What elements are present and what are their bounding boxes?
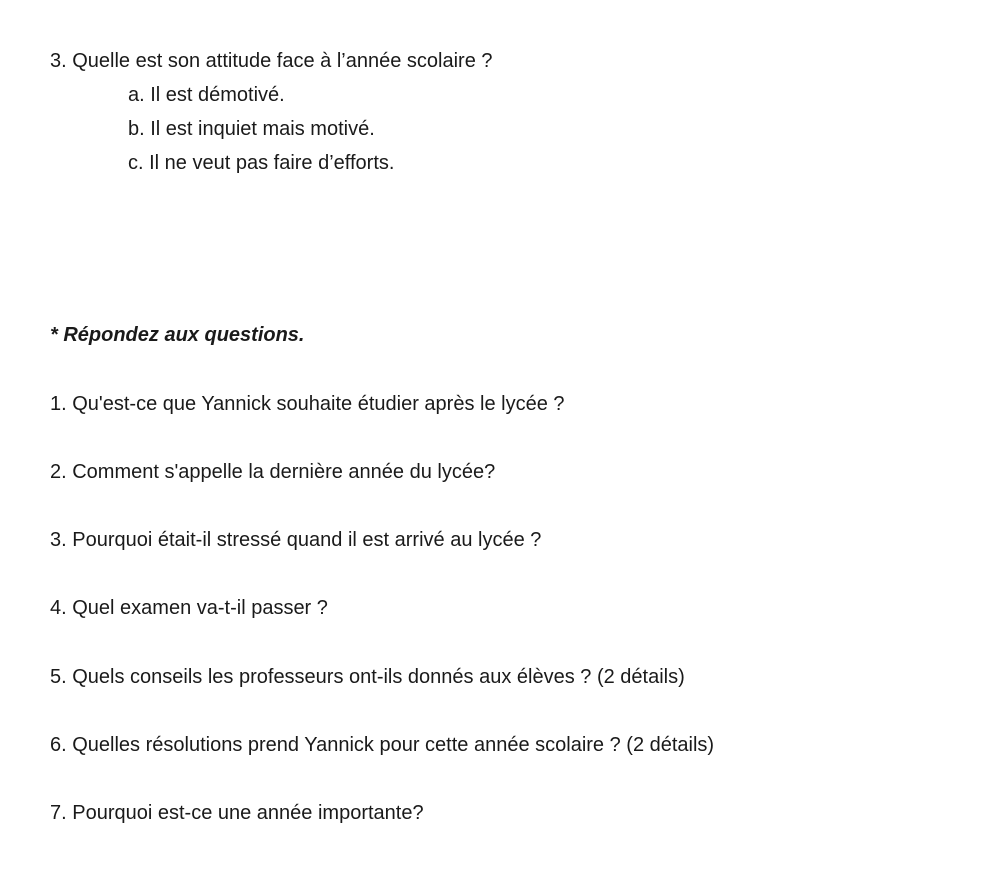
open-question-6: 6. Quelles résolutions prend Yannick pour cette année scolaire ? (2 détails) <box>50 734 715 756</box>
open-question-5: 5. Quels conseils les professeurs ont-ils donnés aux élèves ? (2 détails) <box>50 666 685 688</box>
section-heading: * Répondez aux questions. <box>50 324 305 346</box>
open-question-1: 1. Qu'est-ce que Yannick souhaite étudier après le lycée ? <box>50 393 565 415</box>
mcq-option-c: c. Il ne veut pas faire d’efforts. <box>128 152 395 174</box>
mcq-question-3: 3. Quelle est son attitude face à l’année scolaire ? <box>50 50 493 72</box>
open-question-3: 3. Pourquoi était-il stressé quand il est arrivé au lycée ? <box>50 529 542 551</box>
open-question-7: 7. Pourquoi est-ce une année importante? <box>50 802 424 824</box>
open-question-4: 4. Quel examen va-t-il passer ? <box>50 597 328 619</box>
mcq-option-b: b. Il est inquiet mais motivé. <box>128 118 375 140</box>
open-question-2: 2. Comment s'appelle la dernière année du lycée? <box>50 461 496 483</box>
mcq-option-a: a. Il est démotivé. <box>128 84 285 106</box>
